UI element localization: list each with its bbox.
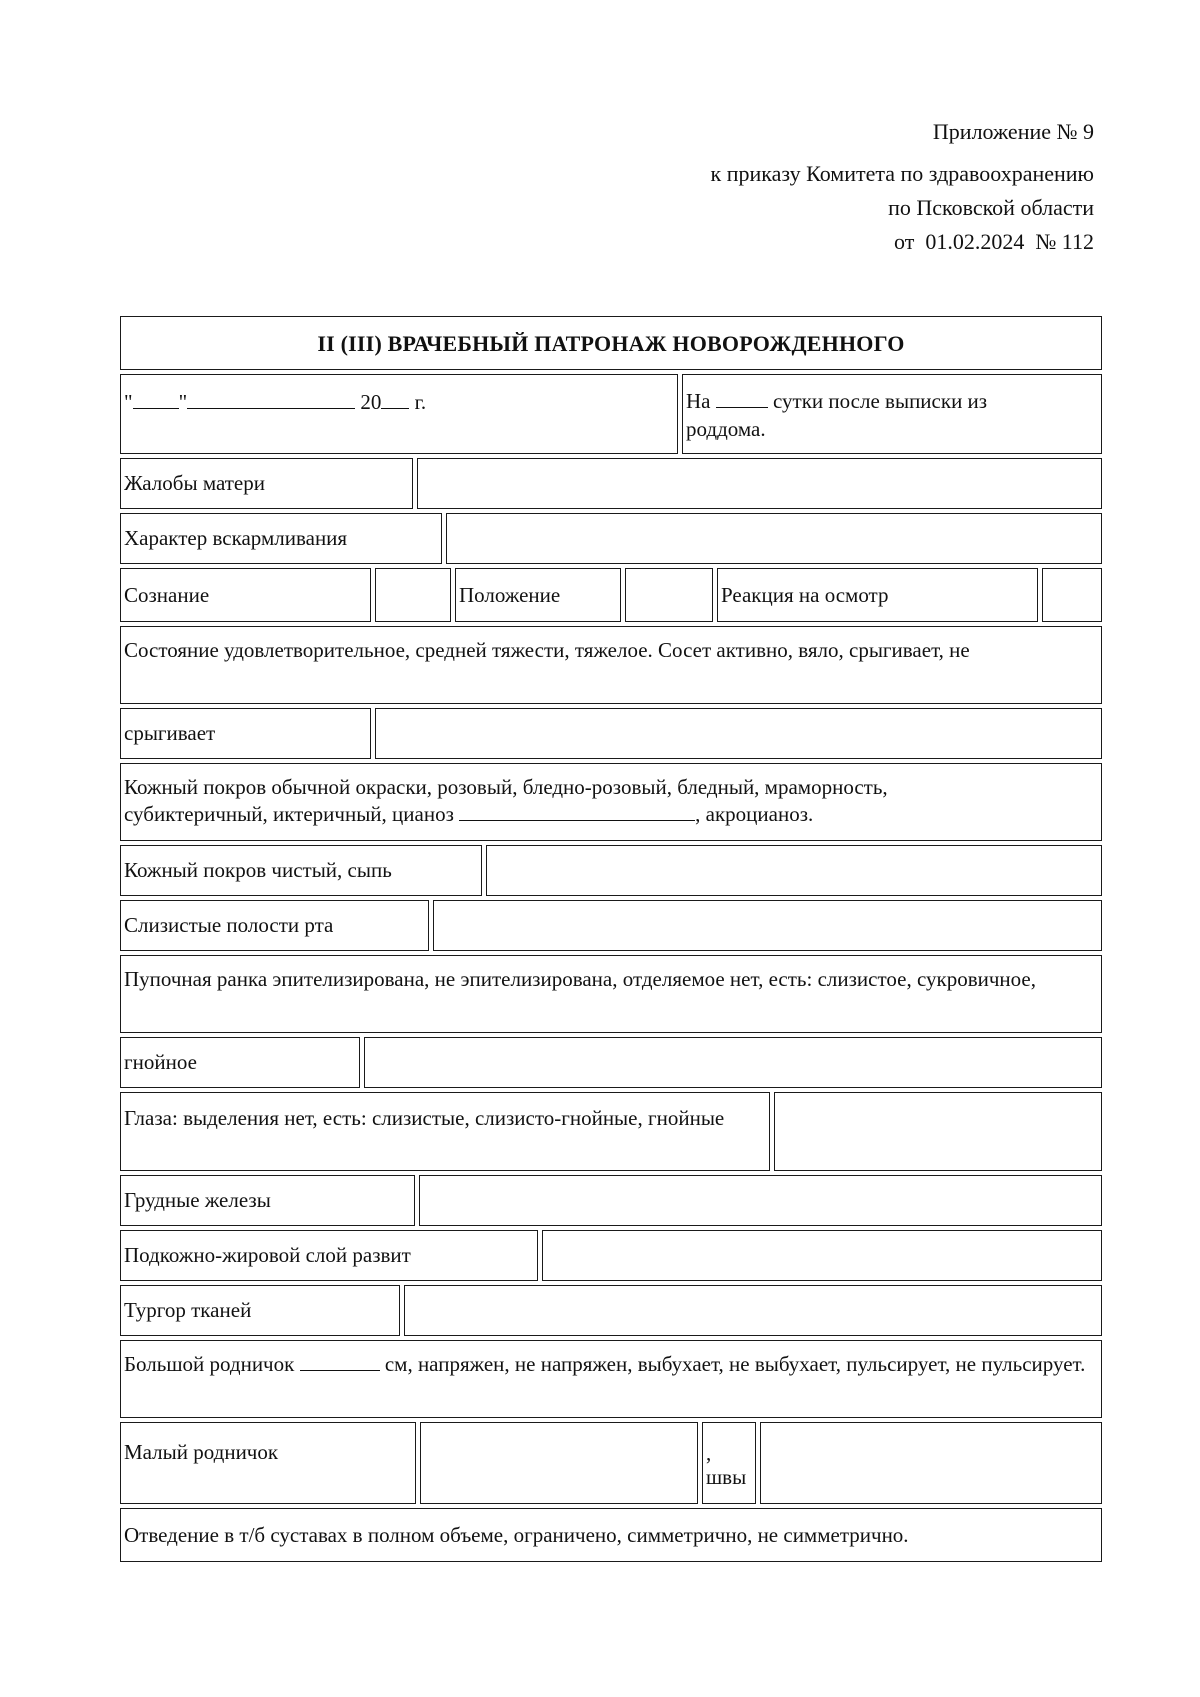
position-label: Положение: [455, 568, 621, 622]
eyes-label: Глаза: выделения нет, есть: слизистые, слизисто-гнойные, гнойные: [120, 1092, 770, 1171]
breast-row: [120, 1175, 1102, 1226]
month-blank[interactable]: [187, 408, 355, 409]
day-blank[interactable]: [133, 408, 179, 409]
regurgitates-label: срыгивает: [120, 708, 371, 759]
skin-line-2a: субиктеричный, иктеричный, цианоз: [124, 802, 454, 826]
fontanel-text: [120, 1340, 1102, 1418]
days-line2: роддома.: [686, 417, 766, 441]
purulent-field[interactable]: [364, 1037, 1102, 1088]
form-title: II (III) ВРАЧЕБНЫЙ ПАТРОНАЖ НОВОРОЖДЕННОГО: [120, 316, 1102, 370]
order-number: № 112: [1035, 229, 1094, 254]
cyanosis-blank[interactable]: [459, 820, 695, 821]
sutures-text: швы: [706, 1465, 747, 1489]
hips-text: Отведение в т/б суставах в полном объеме, ограничено, симметрично, не симметрично.: [120, 1508, 1102, 1562]
order-date-prefix: от: [893, 229, 915, 254]
reaction-field[interactable]: [1042, 568, 1102, 622]
days-after-discharge: [682, 374, 1102, 454]
sutures-comma: ,: [706, 1441, 712, 1465]
year-suffix: г.: [414, 390, 427, 414]
fontanel-options: см, напряжен, не напряжен, выбухает, не выбухает, пульсирует, не пульсирует.: [384, 1352, 1086, 1376]
date-row: [120, 374, 1102, 454]
feeding-row: [120, 513, 1102, 564]
subcutaneous-label: Подкожно-жировой слой развит: [120, 1230, 538, 1281]
sutures-label: [702, 1422, 756, 1504]
small-fontanel-label: Малый родничок: [120, 1422, 416, 1504]
visit-date-field[interactable]: " " 20 г.: [120, 374, 678, 454]
skin-line-2b: , акроцианоз.: [695, 802, 814, 826]
breast-field[interactable]: [419, 1175, 1102, 1226]
mucosa-field[interactable]: [433, 900, 1102, 951]
sutures-field[interactable]: [760, 1422, 1102, 1504]
title-row: [120, 316, 1102, 370]
reaction-label: Реакция на осмотр: [717, 568, 1038, 622]
regurgitates-field[interactable]: [375, 708, 1102, 759]
position-field[interactable]: [625, 568, 713, 622]
days-suffix: сутки после выписки из: [773, 389, 988, 413]
fontanel-size-blank[interactable]: [300, 1370, 380, 1371]
eyes-field[interactable]: [774, 1092, 1102, 1171]
fontanel-label: Большой родничок: [124, 1352, 295, 1376]
complaints-label: Жалобы матери: [120, 458, 413, 509]
year-prefix: 20: [360, 390, 382, 414]
order-date-line: [894, 230, 1094, 254]
skin-clean-row: [120, 845, 1102, 896]
skin-row: [120, 763, 1102, 841]
complaints-field[interactable]: [417, 458, 1102, 509]
skin-clean-label: Кожный покров чистый, сыпь: [120, 845, 482, 896]
year-blank[interactable]: [381, 408, 409, 409]
purulent-row: [120, 1037, 1102, 1088]
patronage-form: [120, 316, 1102, 1566]
skin-text: [120, 763, 1102, 841]
small-fontanel-field[interactable]: [420, 1422, 698, 1504]
skin-line-1: Кожный покров обычной окраски, розовый, бледно-розовый, бледный, мраморность,: [124, 775, 888, 799]
umbilical-text: Пупочная ранка эпителизирована, не эпителизирована, отделяемое нет, есть: слизистое, сукровичное,: [120, 955, 1102, 1033]
days-prefix: На: [686, 389, 711, 413]
turgor-row: [120, 1285, 1102, 1336]
status-row: [120, 568, 1102, 622]
hips-row: [120, 1508, 1102, 1562]
turgor-label: Тургор тканей: [120, 1285, 400, 1336]
days-blank[interactable]: [716, 407, 768, 408]
consciousness-field[interactable]: [375, 568, 451, 622]
feeding-field[interactable]: [446, 513, 1102, 564]
rash-field[interactable]: [486, 845, 1102, 896]
breast-label: Грудные железы: [120, 1175, 415, 1226]
feeding-label: Характер вскармливания: [120, 513, 442, 564]
consciousness-label: Сознание: [120, 568, 371, 622]
fontanel-row: [120, 1340, 1102, 1418]
condition-text: Состояние удовлетворительное, средней тяжести, тяжелое. Сосет активно, вяло, срыгивает, не: [120, 626, 1102, 704]
order-line-2: по Псковской области: [888, 195, 1094, 220]
eyes-row: [120, 1092, 1102, 1171]
subcutaneous-row: [120, 1230, 1102, 1281]
condition-row: [120, 626, 1102, 704]
purulent-label: гнойное: [120, 1037, 360, 1088]
order-date: 01.02.2024: [925, 229, 1025, 254]
small-fontanel-row: [120, 1422, 1102, 1504]
turgor-field[interactable]: [404, 1285, 1102, 1336]
appendix-number: Приложение № 9: [932, 119, 1094, 144]
regurgitation-row: [120, 708, 1102, 759]
subcutaneous-field[interactable]: [542, 1230, 1102, 1281]
umbilical-row: [120, 955, 1102, 1033]
order-line-1: к приказу Комитета по здравоохранению: [710, 161, 1094, 186]
complaints-row: [120, 458, 1102, 509]
mucosa-row: [120, 900, 1102, 951]
mucosa-label: Слизистые полости рта: [120, 900, 429, 951]
